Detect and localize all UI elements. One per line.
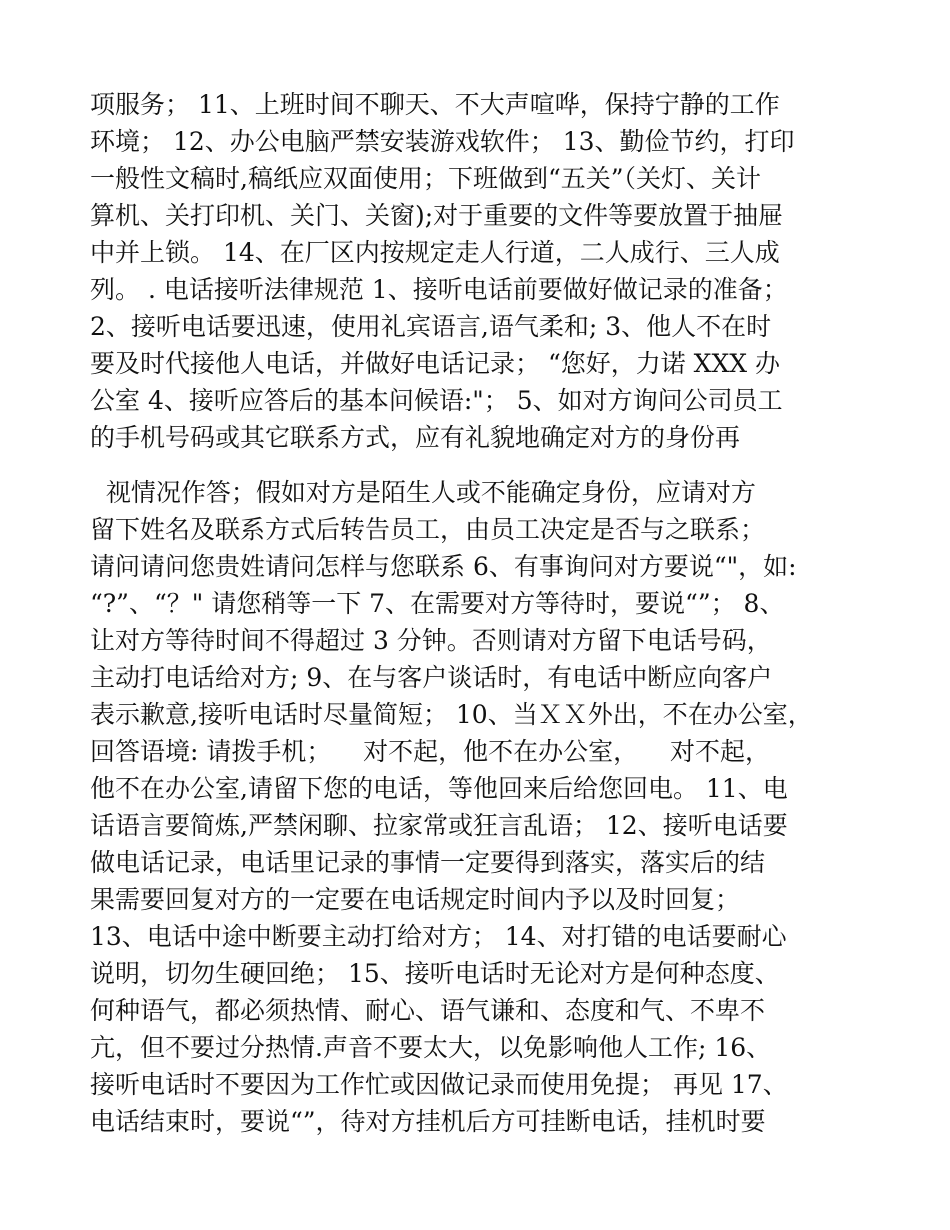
text-line: 项服务； 11、上班时间不聊天、不大声喧哗，保持宁静的工作 <box>90 90 780 119</box>
text-line: 中并上锁。 14、在厂区内按规定走人行道，二人成行、三人成 <box>90 238 780 267</box>
text-line: 果需要回复对方的一定要在电话规定时间内予以及时回复； <box>90 885 741 914</box>
text-line: “?”、“？" 请您稍等一下 7、在需要对方等待时，要说“”； 8、 <box>90 589 785 618</box>
text-line: 13、电话中途中断要主动打给对方； 14、对打错的电话要耐心 <box>90 922 787 951</box>
text-line: 何种语气，都必须热情、耐心、语气谦和、态度和气、不卑不 <box>90 996 766 1025</box>
text-line: 一般性文稿时,稿纸应双面使用；下班做到“五关”（关灯、关计 <box>90 164 762 193</box>
text-line: 电话结束时，要说“”，待对方挂机后方可挂断电话，挂机时要 <box>90 1107 766 1136</box>
text-line: 2、接听电话要迅速，使用礼宾语言,语气柔和; 3、他人不在时 <box>90 312 772 341</box>
text-line: 列。 . 电话接听法律规范 1、接听电话前要做好做记录的准备； <box>90 275 788 304</box>
text-line: 接听电话时不要因为工作忙或因做记录而使用免提； 再见 17、 <box>90 1070 788 1099</box>
text-line: 表示歉意,接听电话时尽量简短； 10、当ＸＸ外出，不在办公室， <box>90 700 813 729</box>
text-line: 话语言要简炼,严禁闲聊、拉家常或狂言乱语； 12、接听电话要 <box>90 811 788 840</box>
text-line: 公室 4、接听应答后的基本问候语:"； 5、如对方询问公司员工 <box>90 386 783 415</box>
text-line: 算机、关打印机、关门、关窗);对于重要的文件等要放置于抽屉 <box>90 201 784 230</box>
text-line: 亢，但不要过分热情.声音不要太大，以免影响他人工作; 16、 <box>90 1033 772 1062</box>
text-line: 的手机号码或其它联系方式，应有礼貌地确定对方的身份再 <box>90 423 741 452</box>
paragraph-phone-rules <box>90 474 880 1140</box>
text-line: 回答语境: 请拨手机； 对不起，他不在办公室， 对不起， <box>90 737 770 766</box>
text-line: 请问请问您贵姓请问怎样与您联系 6、有事询问对方要说“"，如: <box>90 552 797 581</box>
paragraph-office-rules <box>90 86 880 456</box>
text-line: 视情况作答；假如对方是陌生人或不能确定身份，应请对方 <box>90 478 756 507</box>
text-line: 主动打电话给对方; 9、在与客户谈话时，有电话中断应向客户 <box>90 663 773 692</box>
text-line: 要及时代接他人电话，并做好电话记录； “您好，力诺 XXX 办 <box>90 349 781 378</box>
text-line: 说明，切勿生硬回绝； 15、接听电话时无论对方是何种态度、 <box>90 959 780 988</box>
text-line: 让对方等待时间不得超过 3 分钟。否则请对方留下电话号码， <box>90 626 772 655</box>
text-line: 留下姓名及联系方式后转告员工，由员工决定是否与之联系； <box>90 515 766 544</box>
text-line: 环境； 12、办公电脑严禁安装游戏软件； 13、勤俭节约，打印 <box>90 127 795 156</box>
text-line: 做电话记录，电话里记录的事情一定要得到落实，落实后的结 <box>90 848 766 877</box>
text-line: 他不在办公室,请留下您的电话，等他回来后给您回电。 11、电 <box>90 774 788 803</box>
